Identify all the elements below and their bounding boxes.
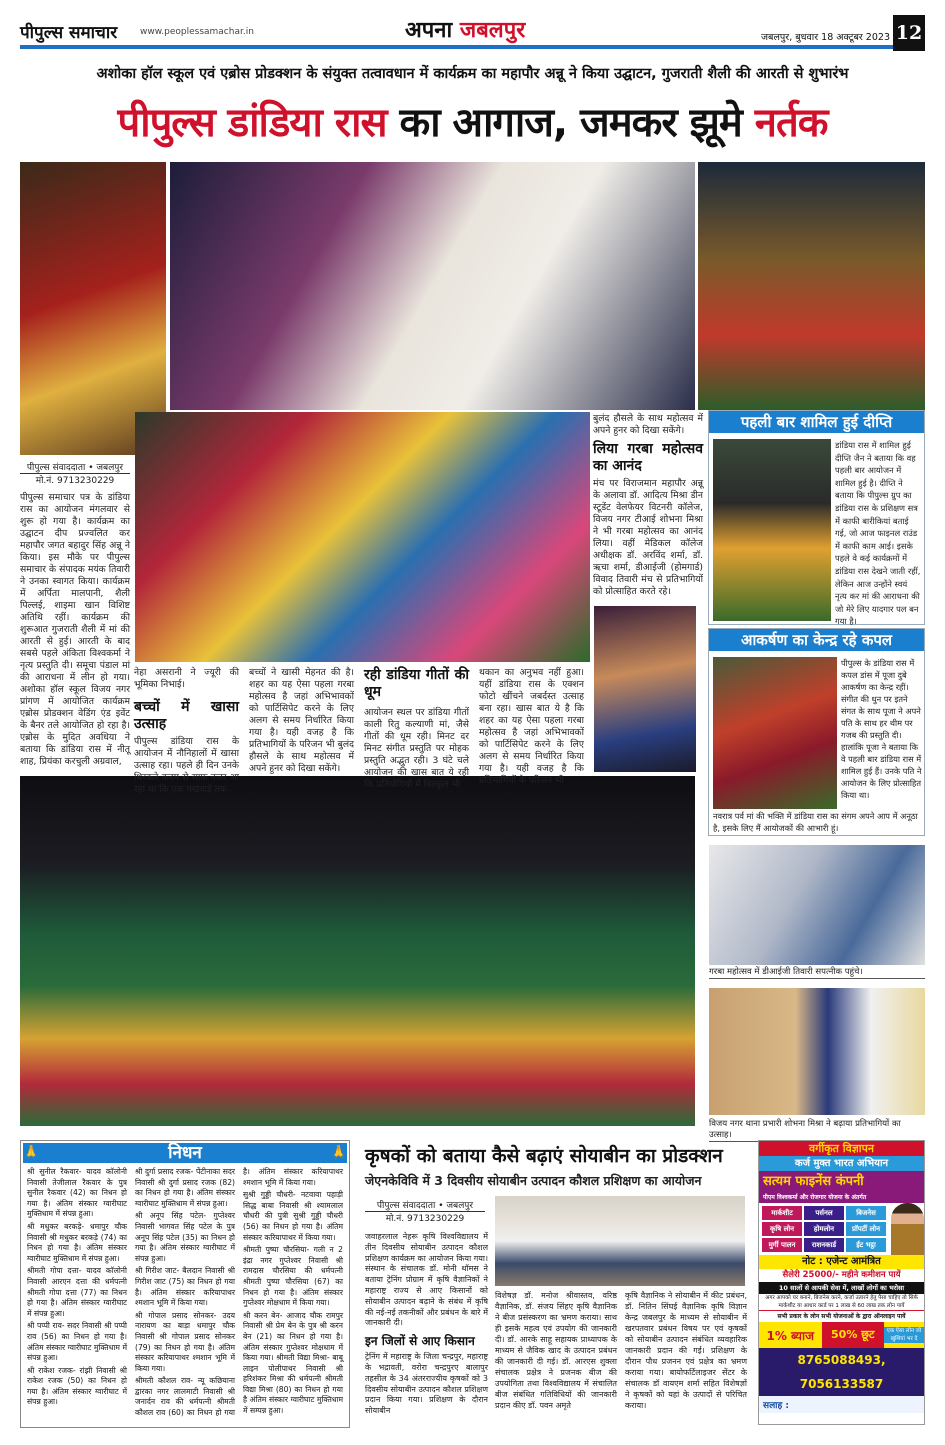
col4-text: आयोजन स्थल पर डांडिया गीतों काली रितु कल्याणी मां, जैसे गीतों की धूम रही। मिनट दर मिनट संगीत प्रस्तुति पर मोहक प्रस्तुति अद्भुत रही। 3 घंटे चले आयोजन की खास बात ये रही कि प्रतियोगियों में बिल्कुल भी bbox=[364, 707, 469, 790]
header-rule bbox=[20, 45, 893, 49]
subhead-children: बच्चों में खासा उत्साह bbox=[134, 699, 239, 732]
ad-company: सत्यम फाइनेंस कंपनी bbox=[759, 1171, 924, 1193]
headline-black: का आगाज, जमकर झूमे bbox=[399, 100, 742, 146]
obituary-item: श्रीमती कौशल राव- न्यू कछियाना द्वारका नगर लालमाटी निवासी श्री जनार्दन राव की धर्मपत्नी श्रीमती कौशल राव (60) का निधन हो गया है। अंतिम संस्कार करियापाथर श्मशान भूमि में किया गया। bbox=[135, 1167, 343, 1418]
photo-garba-ground bbox=[20, 776, 695, 1126]
folded-hands-icon: 🙏 bbox=[330, 1145, 347, 1160]
ad-phones[interactable]: 8765088493, 7056133587 bbox=[759, 1348, 924, 1396]
krishi-subhead-farmers: इन जिलों से आए किसान bbox=[365, 1334, 475, 1349]
ad-loan-type: होमलोन bbox=[804, 1222, 844, 1236]
ad-loan-type: बिजनेस bbox=[846, 1206, 886, 1220]
section-title bbox=[405, 14, 525, 44]
folded-hands-icon: 🙏 bbox=[23, 1145, 40, 1160]
section-prefix: अपना bbox=[405, 18, 453, 43]
obituary-item: श्री पप्पी राव- सदर निवासी श्री पप्पी राव (56) का निधन हो गया है। अंतिम संस्कार ग्वारीघाट मुक्तिधाम में संपन्न हुआ। bbox=[27, 1321, 127, 1363]
box-couple-text: पीपुल्स के डांडिया रास में कपल डांस में पूजा दुबे आकर्षण का केन्द्र रहीं। संगीत की धुन पर इतने संगत के साथ पूजा ने अपने पति के साथ हर थीम पर गजब की प्रस्तुति दी। हालांकि पूजा ने बताया कि वे पहली बार डांडिया रास में शामिल हुई हैं। उनके पति ने आयोजन के लिए प्रोत्साहित किया था। bbox=[841, 658, 922, 800]
website[interactable]: www.peoplessamachar.in bbox=[140, 27, 254, 37]
obituary-item: श्री गिरीश जाट- बैलदान निवासी श्री गिरीश जाट (75) का निधन हो गया है। अंतिम संस्कार करियापाथर श्मशान भूमि में किया गया। bbox=[135, 1266, 235, 1308]
photo-deepti bbox=[713, 439, 831, 621]
krishi-column-2: विशेषज्ञ डॉ. मनोज श्रीवास्तव, वरिष्ठ वैज्ञानिक, डॉ. संजय सिंहए कृषि वैज्ञानिक ने बीज प्रसंस्करण का भ्रमण कराया। साथ ही इसके महत्व एवं उपयोग की जानकारी दी। डॉ. आरके साहू सहायक प्राध्यापक के माध्यम से जैविक खाद के उत्पादन प्रबंधन की जानकारी दी गई। डॉ. आरएस शुक्ला संचालक प्रक्षेत्र ने प्रजनक बीज की उपयोगिता तथा विश्वविद्यालय में संचालित बीज संबंधित गतिविधियों की जानकारी प्रदान कीए डॉ. पवन अमृते bbox=[495, 1291, 617, 1410]
subhead-garba-enjoy: लिया गरबा महोत्सव का आनंद bbox=[593, 441, 703, 474]
obituary-list bbox=[21, 1165, 349, 1427]
caption-ti: विजय नगर थाना प्रभारी शोभना मिश्रा ने बढ़ाया प्रतिभागियों का उत्साह। bbox=[709, 1119, 925, 1142]
ad-scheme: पीएम विश्वकर्मा और रोजगार योजना के अंतर्गत bbox=[759, 1193, 924, 1203]
photo-couple bbox=[713, 657, 837, 809]
ad-loan-type: कृषि लोन bbox=[762, 1222, 802, 1236]
ad-offers bbox=[759, 1322, 924, 1348]
kicker: अशोका हॉल स्कूल एवं एब्रोस प्रोडक्शन के संयुक्त तत्वावधान में कार्यक्रम का महापौर अन्नू ने किया उद्घाटन, गुजराती शैली की आरती से शुभारंभ bbox=[96, 66, 849, 82]
photo-dig-arrival bbox=[709, 845, 925, 965]
ad-label: वर्गीकृत विज्ञापन bbox=[759, 1141, 924, 1156]
photo-dancers-group bbox=[698, 162, 925, 410]
obituary-item: सुश्री गुड्डी चौधरी- नटवावा पहाड़ी सिद्ध बाबा निवासी श्री श्यामलाल चौधरी की पुत्री सुश्री गुड्डी चौधरी (56) का निधन हो गया है। अंतिम संस्कार करियापाथर में किया गया। bbox=[243, 1190, 343, 1242]
mobile-number: मो.नं. 9713230229 bbox=[35, 476, 115, 486]
col2-text-b: पीपुल्स डांडिया रास के आयोजन में नौनिहालों में खासा उत्साह रहा। पहले ही दिन उनके थिरकते कदम से साफ नजर आ रहा था कि एक पखवाड़े तक bbox=[134, 736, 239, 795]
col2-text-a: नेहा असरानी ने ज्यूरी की भूमिका निभाई। bbox=[134, 667, 239, 690]
col6-text-a: बुलंद हौसले के साथ महोत्सव में अपने हुनर को दिखा सकेंगे। bbox=[593, 413, 703, 436]
photo-mayor-lamp-lighting bbox=[170, 162, 695, 410]
box-couple bbox=[708, 628, 925, 836]
ad-loan-type: ईंट भट्ठा bbox=[846, 1238, 886, 1252]
krishi-col1b-text: ट्रेनिंग में महाराष्ट्र के जिला चन्द्रपुर, महाराष्ट्र के भद्रावती, वरोरा चन्द्रपुरए बालापुर तहसील के 34 अंतरराज्यीय कृषकों को 3 दिवसीय सोयाबीन उत्पादन कौशल प्रशिक्षण प्रदान किया गया। प्रशिक्षण के दौरान सोयाबीन bbox=[365, 1352, 488, 1416]
obituary-item: श्री दुर्गा प्रसाद रजक- पेंटीनाका सदर निवासी श्री दुर्गा प्रसाद रजक (82) का निधन हो गया है। अंतिम संस्कार ग्वारीघाट मुक्तिधाम में संपन्न हुआ। bbox=[135, 1167, 235, 1208]
ad-loan-type: राशनकार्ड bbox=[804, 1238, 844, 1252]
box-deepti-text: डांडिया रास में शामिल हुई दीप्ति जैन ने बताया कि वह पहली बार आयोजन में शामिल हुई है। दीप्ति ने बताया कि पीपुल्स ग्रुप का डांडिया रास के प्रशिक्षण सत्र में काफी बारीकियां बताई गई, जो आज फाइनल राउंड में काफी काम आई। इसके पहले वे कई कार्यक्रमों में डांडिया रास देखने जाती रहीं, लेकिन आज उन्होंने स्वयं नृत्य कर मां की आराधना की जो मेरे लिए यादगार पल बन गया है। bbox=[835, 440, 921, 627]
krishi-mobile: मो.नं. 9713230229 bbox=[385, 1214, 465, 1224]
classified-ad[interactable] bbox=[758, 1140, 925, 1425]
ad-loan-type: प्रॉपर्टी लोन bbox=[846, 1222, 886, 1236]
krishi-headline: कृषकों को बताया कैसे बढ़ाएं सोयाबीन का प्रोडक्शन bbox=[365, 1145, 723, 1167]
box-couple-title: आकर्षण का केन्द्र रहे कपल bbox=[709, 629, 924, 651]
ad-info: अगर आपको घर बनाने, बिजनेस करने, कर्जा उतारने हेतु पैसा चाहिए तो सिर्फ मार्कशीट या आधार कार्ड पर 1 लाख से 60 लाख तक लोन पायें bbox=[765, 1295, 918, 1309]
obituary-item: श्री राकेश रजक- रांझी निवासी श्री राकेश रजक (50) का निधन हो गया है। अंतिम संस्कार ग्वारीघाट में संपन्न हुआ। bbox=[27, 1365, 127, 1407]
box-deepti bbox=[708, 410, 925, 625]
obituary-box bbox=[20, 1140, 350, 1428]
photo-dandiya-sticks bbox=[594, 606, 696, 772]
lead-column-2 bbox=[134, 667, 239, 796]
obituary-header bbox=[23, 1143, 347, 1163]
headline-red-2: नर्तक bbox=[754, 100, 828, 146]
lead-column-1: पीपुल्स समाचार पत्र के डांडिया रास का आयोजन मंगलवार से शुरू हो गया है। कार्यक्रम का उद्घाटन दीप प्रज्वलित कर महापौर जगत बहादुर सिंह अन्नू ने किया। इस मौके पर पीपुल्स समाचार के संपादक मयंक तिवारी ने उनका स्वागत किया। कार्यक्रम में अर्पिता मालपानी, शैली पिल्लई, शाइमा खान विशिष्ट अतिथि रहीं। कार्यक्रम की शुरूआत गुजराती शैली में मां की आरती से हुई। आरती के बाद सबसे पहले अंकिता विश्वकर्मा ने नृत्य प्रस्तुति दी। समूचा पंडाल मां की आराधना में लीन हो गया। अशोका हॉल स्कूल विजय नगर प्रांगण में आयोजित कार्यक्रम एब्रोस प्रोडक्शन वेडिंग एंड इवेंट के बैनर तले आयोजित हो रहा है। एब्रोस के मुदित अवधिया ने बताया कि डांडिया रास में नीतू शाह, प्रियंका करचुली अग्रवाल, bbox=[20, 492, 130, 767]
obituary-item: श्रीमती पुष्पा चौरसिया- गली न 2 इंद्रा नगर गुप्तेश्वर निवासी श्री रामदास चौरसिया की धर्मपत्नी श्रीमती पुष्पा चौरसिया (67) का निधन हो गया है। अंतिम संस्कार गुप्तेश्वर मोक्षधाम में किया गया। bbox=[243, 1245, 343, 1308]
main-headline bbox=[20, 92, 925, 154]
obituary-title: निधन bbox=[168, 1143, 202, 1163]
page-number: 12 bbox=[893, 15, 925, 51]
lead-column-4 bbox=[364, 667, 469, 791]
krishi-byline: पीपुल्स संवाददाता • जबलपुर bbox=[365, 1198, 485, 1212]
lead-column-6 bbox=[593, 413, 703, 598]
obituary-item: श्री मधुकर बरकड़े- धमापुर चौक निवासी श्री मधुकर बरकड़े (74) का निधन हो गया है। अंतिम संस्कार ग्वारीघाट मुक्तिधाम में संपन्न हुआ। bbox=[27, 1221, 127, 1263]
ad-interest: 1% ब्याज bbox=[766, 1328, 815, 1343]
ad-loan-type: मार्कशीट bbox=[762, 1206, 802, 1220]
obituary-item: श्री अनूप सिंह पटेल- गुप्तेश्वर निवासी भागवत सिंह पटेल के पुत्र अनूप सिंह पटेल (35) का निधन हो गया है। अंतिम संस्कार ग्वारीघाट में संपन्न हुआ। bbox=[135, 1211, 235, 1263]
ad-salary: सैलेरी 25000/- महीने कमीशन पायें bbox=[782, 1270, 901, 1280]
obituary-item: श्री करन बेन- आजाद चौक रामपुर निवासी श्री प्रेम बेन के पुत्र श्री करन बेन (21) का निधन हो गया है। अंतिम संस्कार गुप्तेश्वर मोक्षधाम में किया गया। श्रीमती विद्या मिश्रा- बाबू लाइन पोलीपाथर निवासी श्री हरिशंकर मिश्रा की धर्मपत्नी श्रीमती विद्या मिश्रा (80) का निधन हो गया है अंतिम संस्कार ग्वारीघाट मुक्तिधाम में सम्पन्न हुआ। bbox=[243, 1310, 343, 1416]
col6-text-b: मंच पर विराजमान महापौर अन्नू के अलावा डॉ. आदित्य मिश्रा डीन स्टूडेंट वेलफेयर विटनरी कॉलेज, विजय नगर टीआई शोभना मिश्रा ने भी गरबा महोत्सव का आनंद लिया। वहीं मेडिकल कॉलेज अधीक्षक डॉ. अरविंद शर्मा, डॉ. ऋचा शर्मा, डीआईजी (होमगार्ड) विवाद तिवारी मंच से प्रतिभागियों को प्रोत्साहित करते रहे। bbox=[593, 478, 703, 597]
photo-soybean-trainees bbox=[495, 1196, 745, 1286]
ad-trust: 10 सालों से आपकी सेवा में, लाखों लोगों का भरोसा bbox=[759, 1282, 924, 1294]
krishi-column-3: कृषि वैज्ञानिक ने सोयाबीन में कीट प्रबंधन, डॉ. नितिन सिंघई वैज्ञानिक कृषि विज्ञान केन्द्र जबलपुर के माध्यम से सोयाबीन में खरपतवार प्रबंधन विषय पर एवं कृषकों को सोयाबीन उत्पादन संबंधित व्यवहारिक जानकारी प्रदान की गई। प्रशिक्षण के दौरान पौध प्रजनन एवं प्रक्षेत्र का भ्रमण कराया गया। बायोफर्टिलाइजर सेंटर के संचालक डॉ वायएम शर्मा सहित विशेषज्ञों ने कृषकों को यहां के उत्पादों से परिचित कराया। bbox=[625, 1291, 747, 1410]
box-deepti-title: पहली बार शामिल हुई दीप्ति bbox=[709, 411, 924, 433]
masthead-logo[interactable]: पीपुल्स समाचार bbox=[20, 23, 118, 43]
box-couple-text-2: नवरात्र पर्व मां की भक्ति में डांडिया रास का संगम अपने आप में अनूठा है, इसके लिए मैं आयोजकों की आभारी हूं। bbox=[713, 811, 918, 833]
ad-loan-type: पर्सनल bbox=[804, 1206, 844, 1220]
lead-column-3: बच्चों ने खासी मेहनत की है। शहर का यह ऐसा पहला गरबा महोत्सव है जहां अभिभावकों को पार्टिसिपेट करने के लिए अलग से समय निर्धारित किया गया है। यही वजह है कि प्रतिभागियों के परिजन भी बुलंद हौसले के साथ महोत्सव में अपने हुनर को दिखा सकेंगे। bbox=[249, 667, 354, 774]
caption-dig: गरबा महोत्सव में डीआईजी तिवारी सपत्नीक पहुंचे। bbox=[709, 967, 925, 979]
lead-column-5: थकान का अनुभव नहीं हुआ। यहीं डांडिया रास के एक्शन फोटो खींचने जबर्दस्त उत्साह बना रहा। खास बात ये है कि शहर का यह ऐसा पहला गरबा महोत्सव है जहां अभिभावकों को पार्टिसिपेट करने के लिए अलग से समय निर्धारित किया गया है। यही वजह है कि प्रतिभागियों के परिजन भी bbox=[479, 667, 584, 786]
dateline: जबलपुर, बुधवार 18 अक्टूबर 2023 bbox=[761, 32, 890, 43]
ad-online: सभी प्रकार के लोन सभी योजनाओं के द्वारा ऑनलाइन पायें bbox=[759, 1310, 924, 1322]
krishi-subhead: जेएनकेविवि में 3 दिवसीय सोयाबीन उत्पादन कौशल प्रशिक्षण का आयोजन bbox=[365, 1173, 702, 1188]
ad-loan-type: मुर्गी पालन bbox=[762, 1238, 802, 1252]
obituary-item: श्री गोपाल प्रसाद सोनकर- उदय नारायण का बाड़ा धमापुर चौक निवासी श्री गोपाल प्रसाद सोनकर (79) का निधन हो गया है। अंतिम संस्कार करियापाथर श्मशान भूमि में किया गया। bbox=[135, 1310, 235, 1373]
krishi-column-1 bbox=[365, 1232, 488, 1417]
ad-campaign: कर्ज मुक्त भारत अभियान bbox=[759, 1156, 924, 1171]
section-name: जबलपुर bbox=[459, 18, 526, 43]
obituary-item: श्री सुनील रैकवार- यादव कॉलोनी निवासी तेजीलाल रैकवार के पुत्र सुनील रैकवार (42) का निधन हो गया है। अंतिम संस्कार ग्वारीघाट मुक्तिधाम में संपन्न हुआ। bbox=[27, 1167, 127, 1219]
krishi-col1-text: जवाहरलाल नेहरू कृषि विश्वविद्यालय में तीन दिवसीय सोयाबीन उत्पादन कौशल प्रशिक्षण कार्यक्रम का आयोजन किया गया। संस्थान के संचालक डॉ. मोनी थॉमस ने बताया ट्रेनिंग प्रोग्राम में कृषि वैज्ञानिकों ने महाराष्ट्र राज्य से आए किसानों को सोयाबीन उत्पादन बढ़ाने के संबंध में कृषि की नई-नई तकनीकों और प्रबंधन के बारे में जानकारी दी। bbox=[365, 1232, 488, 1328]
subhead-dandiya-songs: रही डांडिया गीतों की धूम bbox=[364, 667, 469, 700]
ad-loan-types bbox=[759, 1203, 889, 1255]
ad-loan-area bbox=[759, 1203, 924, 1255]
ad-tagline: एक ऐसा लोन जो खुशियां भर दे bbox=[884, 1327, 924, 1343]
byline: पीपुल्स संवाददाता • जबलपुर bbox=[20, 460, 130, 474]
ad-note: नोट : एजेन्ट आमंत्रित bbox=[759, 1255, 924, 1269]
photo-ti-seated bbox=[709, 988, 925, 1115]
photo-participants-crowd bbox=[135, 412, 590, 662]
ad-woman-with-money bbox=[891, 1203, 924, 1255]
headline-red-1: पीपुल्स डांडिया रास bbox=[117, 100, 387, 146]
ad-advice: सलाह : bbox=[759, 1396, 924, 1413]
obituary-item: श्रीमती गोपा दत्ता- यादव कॉलोनी निवासी आरएन दत्ता की धर्मपत्नी श्रीमती गोपा दत्ता (77) का निधन हो गया है। अंतिम संस्कार ग्वारीघाट में संपन्न हुआ। bbox=[27, 1266, 127, 1318]
ad-discount: 50% छूट bbox=[822, 1322, 885, 1348]
